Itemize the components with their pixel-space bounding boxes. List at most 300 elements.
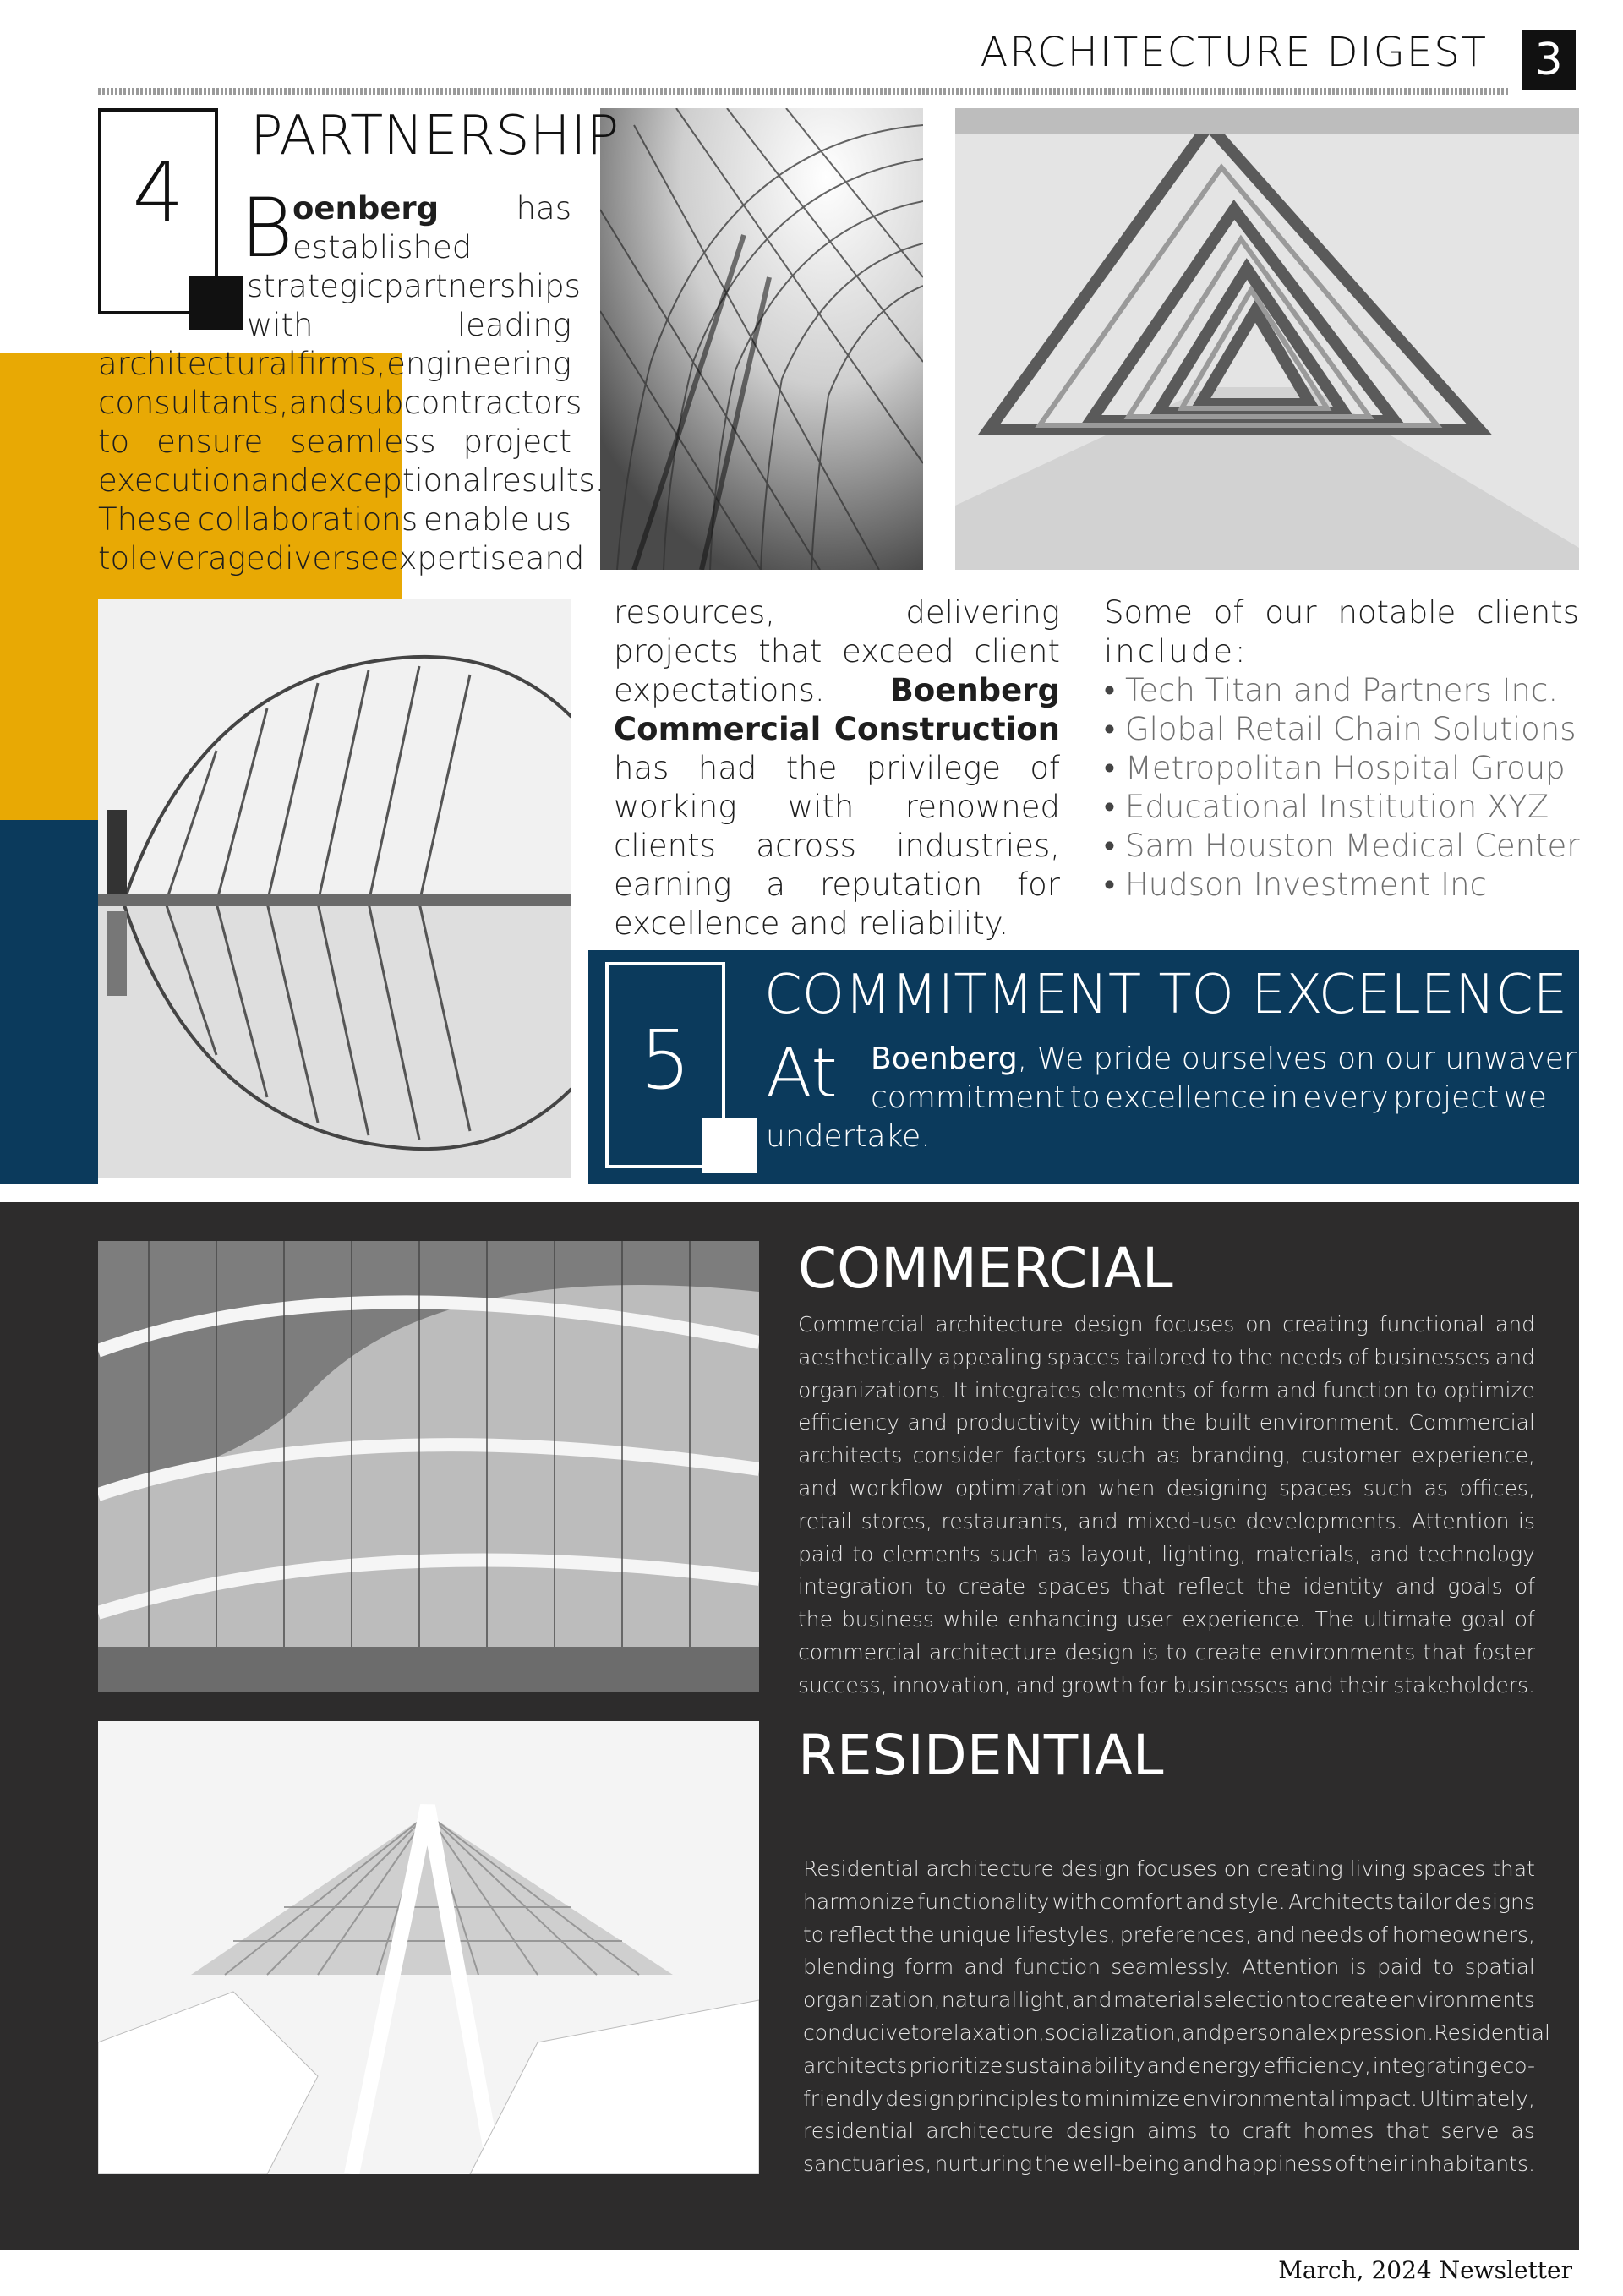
paragraph-word: Residential (803, 1856, 920, 1881)
paragraph-line (98, 384, 582, 423)
paragraph-word: friendly (803, 2086, 883, 2111)
paragraph-word: their (1338, 1672, 1389, 1697)
paragraph-word: and (964, 1954, 1004, 1980)
drop-cap: At (766, 1034, 838, 1112)
paragraph-word: engineering (386, 346, 571, 382)
paragraph-word: tailor (1396, 1889, 1452, 1914)
paragraph-line (798, 1473, 1535, 1506)
paragraph-word: while (943, 1607, 999, 1632)
paragraph-word: of (1193, 1377, 1214, 1402)
list-item: • Global Retail Chain Solutions (1104, 710, 1579, 749)
paragraph-word: integration (798, 1574, 914, 1599)
paragraph-word: to (1061, 2086, 1083, 2111)
magazine-title: ARCHITECTURE DIGEST (980, 29, 1488, 76)
navy-accent-block (0, 820, 98, 1184)
paragraph-line (98, 423, 571, 462)
paragraph-word: tailored (1125, 1344, 1206, 1369)
paragraph-word: light, (1018, 1987, 1072, 2013)
paragraph-word: elements (1088, 1377, 1187, 1402)
paragraph-line (98, 500, 571, 539)
list-item: • Hudson Investment Inc (1104, 866, 1579, 905)
paragraph-line (803, 2017, 1550, 2050)
paragraph-word: function (1014, 1954, 1101, 1980)
paragraph-word: the (798, 1607, 833, 1632)
paragraph-word: such (1363, 1475, 1413, 1501)
paragraph-word: and (525, 540, 585, 577)
paragraph-word: sustainability (1004, 2053, 1145, 2078)
decorative-square (189, 276, 243, 330)
paragraph-word: offices, (1459, 1475, 1535, 1501)
paragraph-word: the (1238, 1344, 1273, 1369)
paragraph-line: oenberg has (292, 190, 571, 227)
paragraph-word: execution (98, 462, 251, 499)
paragraph-line (803, 2050, 1535, 2083)
paragraph-word: preferences, (1119, 1922, 1252, 1947)
paragraph-word: personal (1221, 2020, 1314, 2045)
paragraph-word: retail (798, 1508, 853, 1533)
paragraph-word: businesses (1172, 1672, 1289, 1697)
paragraph-word: selection (1202, 1987, 1298, 2013)
paragraph-word: and (1495, 1312, 1535, 1337)
paragraph-word: The (1314, 1607, 1355, 1632)
paragraph-word: as (1047, 1541, 1072, 1566)
paragraph-word: and (1182, 2020, 1222, 2045)
section-number: 5 (639, 1013, 691, 1107)
paragraph-word: residential (803, 2118, 915, 2144)
paragraph-word: Architects (1288, 1889, 1395, 1914)
paragraph-word: socialization, (1044, 2020, 1183, 2045)
paragraph-word: spatial (1464, 1954, 1535, 1980)
paragraph-word: commitment (871, 1080, 1066, 1115)
paragraph-word: nurturing (934, 2151, 1033, 2177)
paragraph-word: Attention (1412, 1508, 1510, 1533)
paragraph-word: built (1204, 1410, 1252, 1435)
paragraph-word: conducive (803, 2020, 911, 2045)
paragraph-word: to (1069, 1080, 1101, 1115)
paragraph-word: that (1385, 2118, 1429, 2144)
paragraph-word: create (1320, 1987, 1389, 2013)
paragraph-word: to (98, 424, 130, 460)
paragraph-word: form (1220, 1377, 1270, 1402)
paragraph-word: to (803, 1922, 825, 1947)
section-number: 4 (132, 145, 184, 240)
paragraph-word: Attention (1242, 1954, 1340, 1980)
paragraph-word: mixed-use (1127, 1508, 1237, 1533)
paragraph-word: innovation, (892, 1672, 1011, 1697)
paragraph-word: and (1072, 1987, 1112, 2013)
paragraph-word: branding, (1190, 1443, 1292, 1468)
paragraph-word: energy (1188, 2053, 1261, 2078)
paragraph-word: the (899, 1922, 935, 1947)
paragraph-word: customer (1301, 1443, 1402, 1468)
paragraph-word: paid (1376, 1954, 1423, 1980)
paragraph-word: and (288, 385, 348, 421)
paragraph-word: architects (798, 1443, 903, 1468)
paragraph-word: designs (1454, 1889, 1535, 1914)
paragraph-word: serve (1440, 2118, 1500, 2144)
paragraph-word: their (1358, 2151, 1407, 2177)
paragraph-word: These (98, 501, 192, 538)
paragraph-word: integrates (974, 1377, 1082, 1402)
paragraph-word: living (1349, 1856, 1406, 1881)
paragraph-word: design (885, 2086, 955, 2111)
clients-intro: Some of our notable clients (1104, 594, 1579, 631)
triangular-corridor-photo (955, 108, 1579, 570)
paragraph-word: organizations. (798, 1377, 947, 1402)
paragraph-word: every (1303, 1080, 1389, 1115)
paragraph-word: enhancing (1008, 1607, 1118, 1632)
paragraph-word: in (1271, 1080, 1298, 1115)
paragraph-word: natural (941, 1987, 1018, 2013)
paragraph-word: well-being (1072, 2151, 1180, 2177)
company-name-bold: Boenberg Commercial Construction (614, 672, 1060, 747)
paragraph-word: blending (803, 1954, 894, 1980)
paragraph-word: functional (1379, 1312, 1485, 1337)
paragraph-word: as (1424, 1475, 1448, 1501)
paragraph-line (798, 1506, 1535, 1539)
paragraph-word: Ultimately, (1419, 2086, 1535, 2111)
paragraph-word: aesthetically (798, 1344, 933, 1369)
paragraph-word: growth (1060, 1672, 1134, 1697)
decorative-square (702, 1118, 757, 1173)
section-heading: COMMITMENT TO EXCELENCE (764, 964, 1568, 1026)
paragraph-line (871, 1079, 1547, 1118)
paragraph-word: has (516, 190, 571, 227)
paragraph-word: and (1396, 1574, 1436, 1599)
paragraph-word: to (1209, 2118, 1231, 2144)
paragraph-word: integrating (1372, 2053, 1489, 2078)
paragraph-word: project (1393, 1080, 1500, 1115)
paragraph-line (803, 1919, 1535, 1952)
paragraph-word: elements (882, 1541, 981, 1566)
paragraph-word: and (1015, 1672, 1056, 1697)
paragraph-word: within (1089, 1410, 1154, 1435)
company-name-bold: Boenberg (871, 1041, 1018, 1076)
paragraph-word: productivity (955, 1410, 1082, 1435)
paragraph-word: architecture (935, 1312, 1063, 1337)
paragraph-word: design (1060, 1856, 1130, 1881)
paragraph-word: reflect (1177, 1574, 1245, 1599)
paragraph-word: when (1097, 1475, 1156, 1501)
paragraph-line (798, 1309, 1535, 1342)
paragraph-word: of (1514, 1574, 1535, 1599)
paragraph-word: business (841, 1607, 934, 1632)
paragraph-word: reflect (828, 1922, 896, 1947)
paragraph-word: experience. (1182, 1607, 1306, 1632)
paragraph-word: with (247, 307, 314, 343)
paragraph-word: principles (956, 2086, 1059, 2111)
paragraph-line (798, 1604, 1535, 1637)
curved-glass-building-photo (98, 1241, 759, 1692)
paragraph-word: spaces (1412, 1856, 1486, 1881)
paragraph-line: undertake. (766, 1119, 931, 1154)
paragraph-line (803, 1886, 1535, 1919)
paragraph-word: and (1293, 1672, 1334, 1697)
paragraph-line (798, 1670, 1535, 1703)
paragraph-word: and (1495, 1344, 1535, 1369)
paragraph-word: paid (798, 1541, 844, 1566)
paragraph-word: us (535, 501, 571, 538)
paragraph-word: is (1518, 1508, 1535, 1533)
paragraph-word: Residential (1434, 2020, 1550, 2045)
paragraph-line (803, 1951, 1535, 1984)
paragraph-word: to (98, 540, 130, 577)
page-number: 3 (1522, 30, 1576, 90)
paragraph-word: Commercial (798, 1312, 925, 1337)
paragraph-word: with (1052, 1889, 1097, 1914)
paragraph-word: material (1112, 1987, 1202, 2013)
paragraph-word: and (798, 1475, 839, 1501)
paragraph-word: impact. (1337, 2086, 1418, 2111)
paragraph-word: and (1276, 1377, 1317, 1402)
paragraph-word: create (1194, 1639, 1263, 1665)
commercial-paragraph (798, 1309, 1535, 1703)
paragraph-line (798, 1637, 1535, 1670)
paragraph-word: experience, (1411, 1443, 1535, 1468)
paragraph-word: the (1161, 1410, 1197, 1435)
paragraph-word: to (1416, 1377, 1438, 1402)
paragraph-word: of (1347, 1344, 1369, 1369)
paragraph-word: design (1064, 1639, 1134, 1665)
paragraph-word: and (1185, 1889, 1226, 1914)
paragraph-word: to (1433, 1954, 1455, 1980)
paragraph-word: to (852, 1541, 874, 1566)
paragraph-word: of (1335, 2151, 1356, 2177)
paragraph-word: environments (1270, 1639, 1416, 1665)
paragraph-word: relaxation, (932, 2020, 1045, 2045)
paragraph-word: such (1096, 1443, 1146, 1468)
paragraph-word: stores, (861, 1508, 932, 1533)
paragraph-word: we (1503, 1080, 1547, 1115)
paragraph-word: expertise (380, 540, 526, 577)
commercial-title: COMMERCIAL (798, 1236, 1173, 1301)
paragraph-line (798, 1375, 1535, 1408)
paragraph-line: established (292, 229, 473, 265)
paragraph-word: function (1323, 1377, 1410, 1402)
paragraph-word: the (1256, 1574, 1292, 1599)
paragraph-word: and (907, 1410, 948, 1435)
paragraph-word: create (958, 1574, 1026, 1599)
paragraph-word: and (1146, 2053, 1187, 2078)
paragraph-line (803, 2115, 1535, 2148)
paragraph-word: to (1211, 1344, 1233, 1369)
paragraph-word: architecture (926, 2118, 1054, 2144)
paragraph-word: enable (423, 501, 530, 538)
paragraph-word: identity (1303, 1574, 1384, 1599)
paragraph-word: lifestyles, (1014, 1922, 1116, 1947)
paragraph-word: form (904, 1954, 954, 1980)
paragraph-word: creating (1282, 1312, 1369, 1337)
paragraph-line (803, 1853, 1535, 1886)
paragraph-word: is (1349, 1954, 1367, 1980)
paragraph-word: of (1367, 1922, 1389, 1947)
paragraph-word: user (1126, 1607, 1173, 1632)
paragraph-word: design (1065, 2118, 1135, 2144)
paragraph-line (798, 1539, 1535, 1572)
paragraph-line (98, 345, 571, 384)
paragraph-word: sanctuaries, (803, 2151, 932, 2177)
paragraph-word: architecture (926, 1856, 1054, 1881)
paragraph-word: layout, (1079, 1541, 1153, 1566)
paragraph-word: businesses (1374, 1344, 1490, 1369)
paragraph-word: architectural (98, 346, 297, 382)
partnership-continuation: resources, delivering projects that exceed client expectations. Boenberg Commercial Construction has had the privilege of working with renowned clients across industries, earning a reputation for excellence and reliability. (614, 594, 1060, 942)
paragraph-word: foster (1473, 1639, 1535, 1665)
residential-title: RESIDENTIAL (798, 1723, 1164, 1788)
header-rule (98, 88, 1510, 95)
paragraph-word: eco- (1489, 2053, 1535, 2078)
paragraph-word: materials, (1254, 1541, 1362, 1566)
paragraph-word: appealing (937, 1344, 1042, 1369)
paragraph-line: Boenberg, We pride ourselves on our unwavering (871, 1041, 1623, 1076)
paragraph-line (98, 539, 585, 578)
paragraph-word: subcontractors (347, 385, 582, 421)
section-heading: PARTNERSHIP (250, 105, 620, 167)
paragraph-word: organization, (803, 1987, 941, 2013)
paragraph-word: needs (1278, 1344, 1342, 1369)
paragraph-word: aims (1146, 2118, 1198, 2144)
paragraph-word: collaborations (197, 501, 418, 538)
paragraph-word: needs (1299, 1922, 1364, 1947)
paragraph-word: inhabitants. (1409, 2151, 1535, 2177)
paragraph-word: expression. (1313, 2020, 1434, 2045)
paragraph-word: excellence (1104, 1080, 1266, 1115)
paragraph-word: and (1078, 1508, 1118, 1533)
paragraph-word: developments. (1245, 1508, 1403, 1533)
paragraph-word: spaces (1278, 1475, 1352, 1501)
residential-paragraph (803, 1853, 1550, 2181)
list-item: • Educational Institution XYZ (1104, 788, 1579, 827)
paragraph-word: and (1182, 2151, 1222, 2177)
paragraph-line (798, 1342, 1535, 1375)
paragraph-word: minimize (1084, 2086, 1181, 2111)
paragraph-word: seamlessly. (1111, 1954, 1232, 1980)
paragraph-word: creating (1256, 1856, 1343, 1881)
paragraph-word: leading (456, 307, 571, 343)
paragraph-line (247, 306, 571, 345)
paragraph-word: exceptional (309, 462, 490, 499)
paragraph-word: that (1492, 1856, 1535, 1881)
paragraph-line (803, 1984, 1535, 2017)
paragraph-word: unique (938, 1922, 1012, 1947)
paragraph-word: as (1511, 2118, 1535, 2144)
paragraph-word: architects (803, 2053, 908, 2078)
glass-dome-photo (600, 108, 923, 570)
paragraph-word: focuses (1136, 1856, 1217, 1881)
paragraph-word: efficiency (798, 1410, 900, 1435)
paragraph-word: efficiency, (1262, 2053, 1371, 2078)
paragraph-word: and (1369, 1541, 1410, 1566)
paragraph-word: spaces (1037, 1574, 1111, 1599)
paragraph-word: homes (1303, 2118, 1374, 2144)
paragraph-word: restaurants, (941, 1508, 1069, 1533)
list-item: • Tech Titan and Partners Inc. (1104, 671, 1579, 710)
notable-clients (1104, 593, 1579, 905)
clients-intro-end: include: (1104, 633, 1249, 670)
paragraph-word: Commercial (1408, 1410, 1535, 1435)
list-item: • Metropolitan Hospital Group (1104, 749, 1579, 788)
paragraph-word: spaces (1046, 1344, 1121, 1369)
paragraph-word: firms, (297, 346, 386, 382)
paragraph-word: that (1122, 1574, 1166, 1599)
paragraph-word: technology (1418, 1541, 1535, 1566)
drop-cap: B (240, 181, 293, 276)
paragraph-word: on (1245, 1312, 1272, 1337)
paragraph-word: is (1141, 1639, 1159, 1665)
paragraph-word: and (250, 462, 309, 499)
paragraph-line (803, 2083, 1535, 2116)
paragraph-word: optimization (954, 1475, 1087, 1501)
paragraph-line (803, 2148, 1535, 2181)
paragraph-word: focuses (1154, 1312, 1235, 1337)
paragraph-word: factors (1013, 1443, 1086, 1468)
paragraph-word: success, (798, 1672, 888, 1697)
paragraph-word: style. (1227, 1889, 1286, 1914)
list-item: • Sam Houston Medical Center (1104, 827, 1579, 866)
paragraph-word: consultants, (98, 385, 289, 421)
paragraph-word: for (1139, 1672, 1168, 1697)
paragraph-line (798, 1407, 1535, 1440)
paragraph-line (98, 462, 605, 500)
paragraph-word: on (1223, 1856, 1250, 1881)
paragraph-word: to (1298, 1987, 1320, 2013)
reflecting-pool-museum-photo (98, 599, 571, 1178)
paragraph-word: goals (1447, 1574, 1503, 1599)
paragraph-word: ultimate (1363, 1607, 1452, 1632)
paragraph-word: environmental (1183, 2086, 1336, 2111)
paragraph-word: environment. (1259, 1410, 1401, 1435)
paragraph-word: environments (1389, 1987, 1535, 2013)
paragraph-word: stakeholders. (1393, 1672, 1535, 1697)
paragraph-line (798, 1571, 1535, 1604)
paragraph-word: ensure (156, 424, 264, 460)
clients-list (1104, 671, 1579, 905)
paragraph-word: commercial (798, 1639, 921, 1665)
paragraph-line (247, 267, 581, 306)
paragraph-word: seamless (290, 424, 436, 460)
paragraph-word: strategic (247, 268, 384, 304)
paragraph-word: architecture (928, 1639, 1057, 1665)
paragraph-word: goal (1461, 1607, 1506, 1632)
paragraph-word: design (1074, 1312, 1144, 1337)
paragraph-word: to (910, 2020, 932, 2045)
paragraph-word: workflow (849, 1475, 944, 1501)
paragraph-word: homeowners, (1391, 1922, 1535, 1947)
paragraph-word: as (1156, 1443, 1180, 1468)
paragraph-word: diverse (265, 540, 380, 577)
paragraph-word: that (1423, 1639, 1467, 1665)
paragraph-word: of (1514, 1607, 1535, 1632)
paragraph-word: such (989, 1541, 1039, 1566)
paragraph-word: designing (1166, 1475, 1268, 1501)
paragraph-word: optimize (1444, 1377, 1535, 1402)
paragraph-word: lighting, (1161, 1541, 1247, 1566)
paragraph-word: to (925, 1574, 947, 1599)
paragraph-word: functionality (917, 1889, 1050, 1914)
paragraph-word: comfort (1100, 1889, 1183, 1914)
pyramid-glass-roof-photo (98, 1721, 759, 2174)
paragraph-word: It (953, 1377, 968, 1402)
paragraph-word: leverage (129, 540, 265, 577)
paragraph-word: partnerships (383, 268, 581, 304)
paragraph-line (798, 1440, 1535, 1473)
footer-date: March, 2024 Newsletter (1278, 2256, 1572, 2284)
paragraph-word: harmonize (803, 1889, 915, 1914)
paragraph-word: results. (489, 462, 605, 499)
paragraph-word: project (462, 424, 571, 460)
paragraph-word: consider (912, 1443, 1003, 1468)
paragraph-word: and (1255, 1922, 1296, 1947)
